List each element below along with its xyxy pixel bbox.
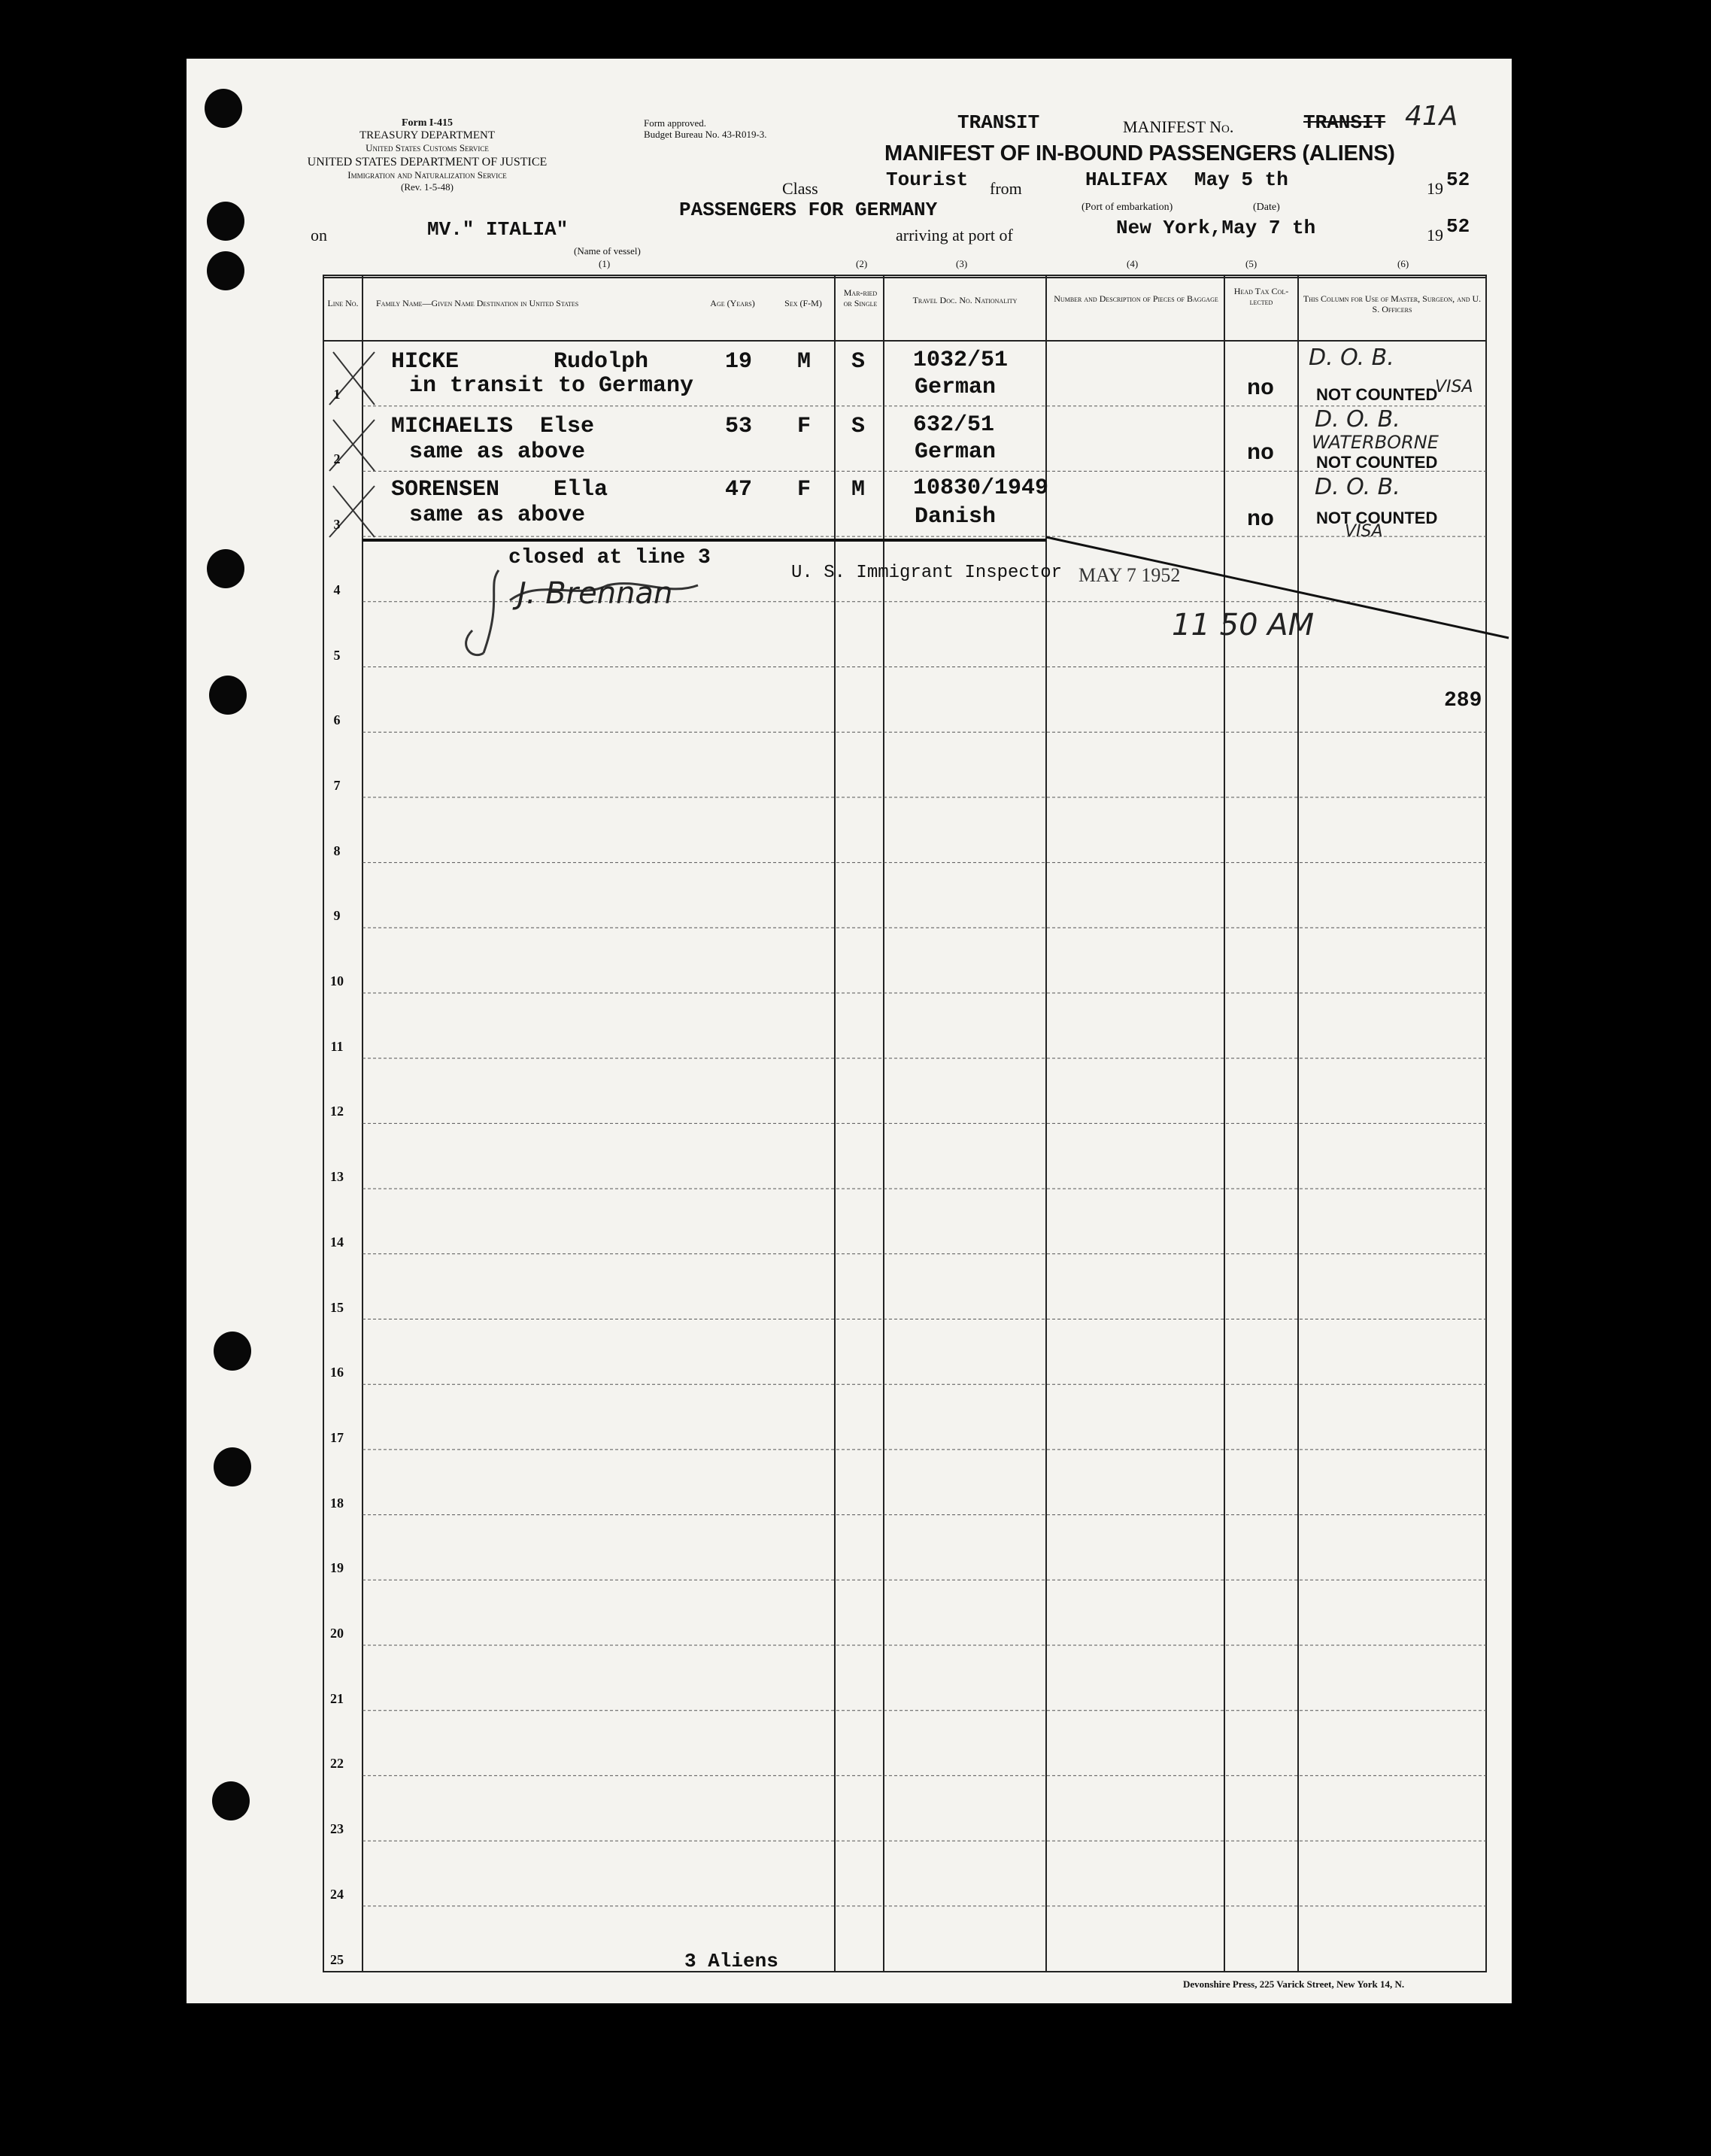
form-approved: Form approved. <box>644 117 707 129</box>
head-tax: no <box>1247 376 1275 402</box>
passenger-age: 53 <box>725 414 753 439</box>
col-header-baggage: Number and Description of Pieces of Baggage <box>1054 293 1218 304</box>
officer-note: NOT COUNTED <box>1316 453 1438 472</box>
manifest-page <box>187 59 1512 2003</box>
dept-justice-sub: Immigration and Naturalization Service <box>347 169 507 181</box>
from-label: from <box>990 179 1022 198</box>
officer-note: NOT COUNTED <box>1316 509 1438 527</box>
passenger-doc: 10830/1949 <box>913 475 1049 501</box>
officer-note-hand-2: VISA <box>1435 378 1473 396</box>
year-prefix-1: 19 <box>1427 179 1443 198</box>
officer-note: NOT COUNTED <box>1316 385 1438 404</box>
line-number: 6 <box>333 712 341 728</box>
dept-treasury: TREASURY DEPARTMENT <box>359 129 496 141</box>
line-number: 25 <box>330 1951 344 1967</box>
passenger-nationality: German <box>915 439 997 465</box>
line-number: 5 <box>333 647 341 663</box>
passenger-destination: in transit to Germany <box>409 373 694 399</box>
officer-note-hand: D. O. B. <box>1315 406 1400 433</box>
passenger-marital: M <box>851 477 866 503</box>
line-number: 19 <box>330 1560 344 1576</box>
vessel-caption: (Name of vessel) <box>574 245 641 257</box>
on-label: on <box>311 226 327 244</box>
line-number: 22 <box>330 1756 344 1772</box>
col-num-4: (4) <box>1127 258 1139 269</box>
passenger-destination: same as above <box>409 439 586 465</box>
form-revision: (Rev. 1-5-48) <box>401 181 454 193</box>
passenger-sex: M <box>797 349 812 375</box>
col-header-name: Family Name—Given Name Destination in United States <box>376 298 579 308</box>
passenger-nationality: German <box>915 375 997 400</box>
col-header-officers: This Column for Use of Master, Surgeon, and U. S. Officers <box>1303 293 1482 314</box>
line-number: 10 <box>330 973 344 988</box>
passenger-sex: F <box>797 414 812 439</box>
col-num-6: (6) <box>1397 258 1409 269</box>
line-number: 14 <box>330 1234 344 1250</box>
class-value: Tourist <box>886 169 969 191</box>
manifest-number: 41A <box>1405 101 1458 132</box>
embark-date: May 5 th <box>1194 169 1288 191</box>
page-number: 289 <box>1444 689 1482 712</box>
head-tax: no <box>1247 507 1275 533</box>
line-number: 15 <box>330 1299 344 1315</box>
total-aliens: 3 Aliens <box>684 1950 778 1972</box>
passenger-name: SORENSEN Ella <box>391 477 608 503</box>
transit-label: TRANSIT <box>957 111 1040 134</box>
passenger-nationality: Danish <box>915 504 997 530</box>
port-caption: (Port of embarkation) <box>1082 202 1173 213</box>
line-number: 4 <box>333 582 341 597</box>
line-number: 9 <box>333 908 341 924</box>
officer-note-hand-2: VISA <box>1345 522 1383 541</box>
year-prefix-2: 19 <box>1427 226 1443 244</box>
col-num-5: (5) <box>1245 258 1257 269</box>
arriving-label: arriving at port of <box>896 226 1013 244</box>
manifest-no-label: MANIFEST No. <box>1123 117 1234 136</box>
line-number: 17 <box>330 1429 344 1445</box>
manifest-title: MANIFEST OF IN-BOUND PASSENGERS (ALIENS) <box>884 141 1395 165</box>
closed-at-line: closed at line 3 <box>508 546 711 569</box>
col-header-age: Age (Years) <box>710 298 755 308</box>
dept-justice: UNITED STATES DEPARTMENT OF JUSTICE <box>307 156 548 169</box>
passenger-doc: 632/51 <box>913 412 995 438</box>
inspection-stamp-date: MAY 7 1952 <box>1078 564 1181 586</box>
passenger-marital: S <box>851 349 866 375</box>
passenger-destination: same as above <box>409 503 586 528</box>
class-label: Class <box>782 179 818 198</box>
officer-note-hand: D. O. B. <box>1315 474 1400 500</box>
line-number: 24 <box>330 1886 344 1902</box>
line-number: 7 <box>333 777 341 793</box>
passenger-age: 19 <box>725 349 753 375</box>
line-number: 13 <box>330 1169 344 1185</box>
line-number: 16 <box>330 1365 344 1380</box>
passenger-marital: S <box>851 414 866 439</box>
passenger-sex: F <box>797 477 812 503</box>
passenger-age: 47 <box>725 477 753 503</box>
form-number: Form I-415 <box>401 117 454 129</box>
head-tax: no <box>1247 441 1275 466</box>
officer-note-hand: D. O. B. <box>1309 345 1394 371</box>
year-1: 52 <box>1446 169 1470 191</box>
col-header-sex: Sex (F-M) <box>784 298 822 308</box>
passenger-doc: 1032/51 <box>913 348 1009 373</box>
passenger-name: MICHAELIS Else <box>391 414 595 439</box>
manifest-struck-word: TRANSIT <box>1303 111 1386 134</box>
col-num-2: (2) <box>856 258 868 269</box>
col-num-1: (1) <box>599 258 611 269</box>
col-header-travel: Travel Doc. No. Nationality <box>912 295 1018 305</box>
date-caption: (Date) <box>1253 202 1280 213</box>
line-number: 8 <box>333 843 341 858</box>
col-header-married: Mar-ried or Single <box>843 287 878 308</box>
passenger-name: HICKE Rudolph <box>391 349 649 375</box>
line-number: 23 <box>330 1821 344 1837</box>
line-number: 20 <box>330 1626 344 1641</box>
inspector-signature: J. Brennan <box>517 576 673 611</box>
year-2: 52 <box>1446 215 1470 238</box>
budget-bureau: Budget Bureau No. 43-R019-3. <box>644 129 767 140</box>
line-number: 12 <box>330 1104 344 1119</box>
line-number: 3 <box>333 517 341 533</box>
passengers-for: PASSENGERS FOR GERMANY <box>679 199 938 221</box>
line-number: 2 <box>333 451 341 467</box>
immigrant-inspector: U. S. Immigrant Inspector <box>791 563 1063 583</box>
inspection-time: 11 50 AM <box>1172 608 1315 642</box>
line-number: 18 <box>330 1495 344 1511</box>
port-embarkation: HALIFAX <box>1085 169 1168 191</box>
line-number: 11 <box>330 1038 344 1054</box>
officer-note-hand-2: WATERBORNE <box>1312 432 1439 453</box>
arrival-port-date: New York,May 7 th <box>1116 217 1316 239</box>
line-number: 1 <box>333 386 341 402</box>
col-num-3: (3) <box>956 258 968 269</box>
col-header-line: Line No. <box>327 298 359 308</box>
line-number: 21 <box>330 1690 344 1706</box>
col-header-headtax: Head Tax Col-lected <box>1233 286 1289 307</box>
vessel-name: MV." ITALIA" <box>427 218 569 241</box>
publisher-imprint: Devonshire Press, 225 Varick Street, New York 14, N. <box>1183 1978 1405 1990</box>
dept-treasury-sub: United States Customs Service <box>366 142 489 153</box>
